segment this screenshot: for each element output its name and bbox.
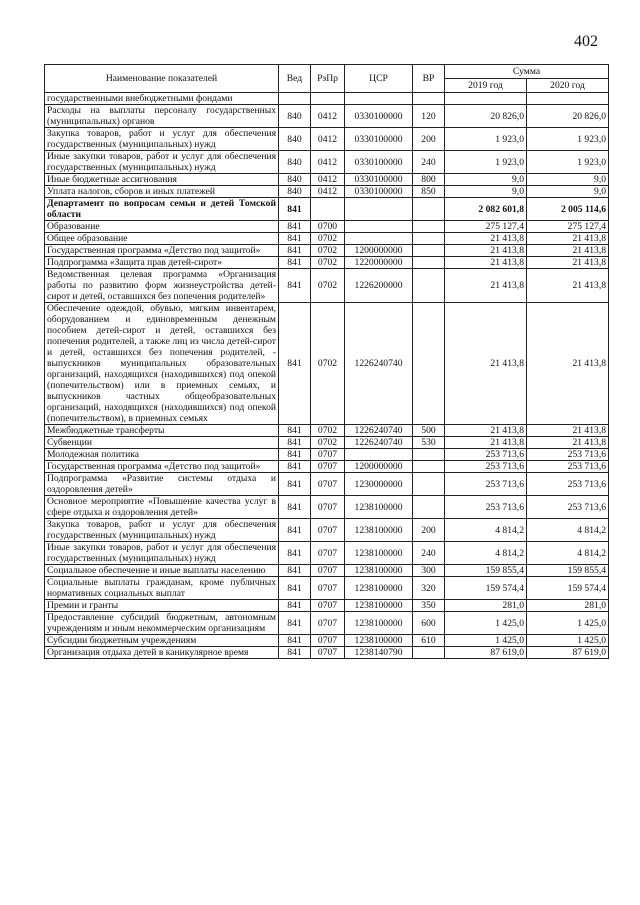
table-row bbox=[45, 186, 609, 198]
cell-vr: 240 bbox=[413, 151, 445, 174]
cell-ved: 841 bbox=[279, 198, 311, 221]
cell-ved: 841 bbox=[279, 245, 311, 257]
cell-ved: 841 bbox=[279, 565, 311, 577]
cell-csr: 1238100000 bbox=[345, 496, 413, 519]
table-row bbox=[45, 519, 609, 542]
cell-ved: 841 bbox=[279, 635, 311, 647]
table-row bbox=[45, 198, 609, 221]
cell-2019: 159 855,4 bbox=[445, 565, 527, 577]
cell-ved: 841 bbox=[279, 461, 311, 473]
cell-ved: 841 bbox=[279, 519, 311, 542]
cell-name: Образование bbox=[45, 221, 279, 233]
cell-name: Департамент по вопросам семьи и детей Томской области bbox=[45, 198, 279, 221]
cell-ved: 840 bbox=[279, 128, 311, 151]
cell-name: Молодежная политика bbox=[45, 449, 279, 461]
cell-csr bbox=[345, 93, 413, 105]
cell-vr bbox=[413, 303, 445, 425]
cell-name: Уплата налогов, сборов и иных платежей bbox=[45, 186, 279, 198]
cell-2020: 87 619,0 bbox=[527, 647, 609, 659]
cell-rzpr: 0707 bbox=[311, 519, 345, 542]
cell-vr: 120 bbox=[413, 105, 445, 128]
cell-2019: 4 814,2 bbox=[445, 519, 527, 542]
cell-name: Иные закупки товаров, работ и услуг для обеспечения государственных (муниципальных) нужд bbox=[45, 542, 279, 565]
cell-ved: 841 bbox=[279, 496, 311, 519]
cell-2020: 253 713,6 bbox=[527, 449, 609, 461]
table-row bbox=[45, 449, 609, 461]
table-row bbox=[45, 612, 609, 635]
cell-2020: 21 413,8 bbox=[527, 233, 609, 245]
cell-vr: 600 bbox=[413, 612, 445, 635]
cell-rzpr: 0707 bbox=[311, 496, 345, 519]
cell-csr: 1226240740 bbox=[345, 425, 413, 437]
cell-csr: 1238100000 bbox=[345, 565, 413, 577]
cell-rzpr: 0707 bbox=[311, 577, 345, 600]
cell-2019: 87 619,0 bbox=[445, 647, 527, 659]
cell-csr: 1238100000 bbox=[345, 635, 413, 647]
cell-2020: 4 814,2 bbox=[527, 519, 609, 542]
cell-name: Социальные выплаты гражданам, кроме публичных нормативных социальных выплат bbox=[45, 577, 279, 600]
cell-name: государственными внебюджетными фондами bbox=[45, 93, 279, 105]
cell-2019: 21 413,8 bbox=[445, 269, 527, 303]
cell-2020: 2 005 114,6 bbox=[527, 198, 609, 221]
cell-vr: 800 bbox=[413, 174, 445, 186]
cell-2019: 9,0 bbox=[445, 186, 527, 198]
cell-rzpr: 0707 bbox=[311, 473, 345, 496]
table-row bbox=[45, 269, 609, 303]
cell-2020: 9,0 bbox=[527, 186, 609, 198]
cell-csr: 0330100000 bbox=[345, 151, 413, 174]
cell-2019: 9,0 bbox=[445, 174, 527, 186]
cell-rzpr: 0702 bbox=[311, 269, 345, 303]
cell-name: Иные бюджетные ассигнования bbox=[45, 174, 279, 186]
cell-csr: 1200000000 bbox=[345, 461, 413, 473]
cell-vr: 200 bbox=[413, 128, 445, 151]
header-ved: Вед bbox=[279, 65, 311, 93]
page-number: 402 bbox=[574, 33, 598, 50]
cell-2020: 4 814,2 bbox=[527, 542, 609, 565]
cell-vr bbox=[413, 245, 445, 257]
table-row bbox=[45, 437, 609, 449]
cell-ved: 841 bbox=[279, 473, 311, 496]
table-row bbox=[45, 473, 609, 496]
table-row bbox=[45, 257, 609, 269]
cell-2020: 159 855,4 bbox=[527, 565, 609, 577]
cell-csr: 0330100000 bbox=[345, 174, 413, 186]
table-row bbox=[45, 105, 609, 128]
table-row bbox=[45, 647, 609, 659]
cell-csr: 1238100000 bbox=[345, 519, 413, 542]
cell-ved bbox=[279, 93, 311, 105]
cell-name: Закупка товаров, работ и услуг для обеспечения государственных (муниципальных) нужд bbox=[45, 128, 279, 151]
table-row bbox=[45, 233, 609, 245]
cell-ved: 841 bbox=[279, 449, 311, 461]
cell-rzpr: 0700 bbox=[311, 221, 345, 233]
cell-2020: 253 713,6 bbox=[527, 473, 609, 496]
cell-csr bbox=[345, 449, 413, 461]
cell-2020: 253 713,6 bbox=[527, 461, 609, 473]
cell-ved: 840 bbox=[279, 105, 311, 128]
table-row bbox=[45, 461, 609, 473]
cell-2019: 253 713,6 bbox=[445, 473, 527, 496]
cell-vr bbox=[413, 461, 445, 473]
cell-rzpr: 0707 bbox=[311, 542, 345, 565]
header-name: Наименование показателей bbox=[45, 65, 279, 93]
cell-rzpr: 0702 bbox=[311, 245, 345, 257]
cell-vr: 200 bbox=[413, 519, 445, 542]
cell-2019: 1 923,0 bbox=[445, 128, 527, 151]
cell-rzpr bbox=[311, 93, 345, 105]
cell-csr: 1238140790 bbox=[345, 647, 413, 659]
cell-2019: 275 127,4 bbox=[445, 221, 527, 233]
cell-2020: 281,0 bbox=[527, 600, 609, 612]
cell-rzpr: 0707 bbox=[311, 449, 345, 461]
cell-2019: 4 814,2 bbox=[445, 542, 527, 565]
cell-vr bbox=[413, 647, 445, 659]
cell-2020: 1 425,0 bbox=[527, 635, 609, 647]
cell-2019: 21 413,8 bbox=[445, 425, 527, 437]
cell-2019: 1 923,0 bbox=[445, 151, 527, 174]
cell-2020: 21 413,8 bbox=[527, 303, 609, 425]
cell-name: Ведомственная целевая программа «Организация работы по развитию форм жизнеустройства детей-сирот и детей, оставшихся без попечения родителей» bbox=[45, 269, 279, 303]
cell-2019: 21 413,8 bbox=[445, 257, 527, 269]
cell-vr: 320 bbox=[413, 577, 445, 600]
cell-csr: 1238100000 bbox=[345, 612, 413, 635]
cell-vr bbox=[413, 496, 445, 519]
cell-rzpr: 0707 bbox=[311, 461, 345, 473]
cell-2019: 253 713,6 bbox=[445, 449, 527, 461]
cell-name: Субвенции bbox=[45, 437, 279, 449]
cell-csr: 1226240740 bbox=[345, 437, 413, 449]
table-row bbox=[45, 221, 609, 233]
table-row bbox=[45, 245, 609, 257]
cell-2020: 21 413,8 bbox=[527, 245, 609, 257]
cell-ved: 840 bbox=[279, 151, 311, 174]
cell-2020: 253 713,6 bbox=[527, 496, 609, 519]
cell-vr bbox=[413, 449, 445, 461]
cell-ved: 840 bbox=[279, 174, 311, 186]
cell-2020: 275 127,4 bbox=[527, 221, 609, 233]
cell-vr: 300 bbox=[413, 565, 445, 577]
cell-2020: 1 923,0 bbox=[527, 128, 609, 151]
table-row bbox=[45, 496, 609, 519]
cell-ved: 841 bbox=[279, 269, 311, 303]
cell-csr: 1238100000 bbox=[345, 600, 413, 612]
table-row bbox=[45, 93, 609, 105]
cell-2019: 21 413,8 bbox=[445, 437, 527, 449]
cell-csr: 1238100000 bbox=[345, 542, 413, 565]
cell-vr bbox=[413, 198, 445, 221]
table-row bbox=[45, 600, 609, 612]
cell-name: Расходы на выплаты персоналу государственных (муниципальных) органов bbox=[45, 105, 279, 128]
cell-2019 bbox=[445, 93, 527, 105]
cell-csr: 1238100000 bbox=[345, 577, 413, 600]
cell-name: Подпрограмма «Защита прав детей-сирот» bbox=[45, 257, 279, 269]
cell-name: Закупка товаров, работ и услуг для обеспечения государственных (муниципальных) нужд bbox=[45, 519, 279, 542]
cell-csr bbox=[345, 198, 413, 221]
cell-rzpr: 0707 bbox=[311, 565, 345, 577]
table-row bbox=[45, 577, 609, 600]
cell-name: Социальное обеспечение и иные выплаты населению bbox=[45, 565, 279, 577]
cell-ved: 841 bbox=[279, 437, 311, 449]
header-sum: Сумма bbox=[445, 65, 609, 79]
cell-csr: 0330100000 bbox=[345, 105, 413, 128]
cell-rzpr: 0412 bbox=[311, 105, 345, 128]
table-row bbox=[45, 635, 609, 647]
cell-name: Подпрограмма «Развитие системы отдыха и оздоровления детей» bbox=[45, 473, 279, 496]
cell-vr: 350 bbox=[413, 600, 445, 612]
cell-ved: 841 bbox=[279, 303, 311, 425]
cell-2019: 21 413,8 bbox=[445, 245, 527, 257]
cell-vr bbox=[413, 221, 445, 233]
cell-vr: 240 bbox=[413, 542, 445, 565]
cell-2019: 253 713,6 bbox=[445, 496, 527, 519]
cell-rzpr bbox=[311, 198, 345, 221]
cell-rzpr: 0707 bbox=[311, 635, 345, 647]
header-rzpr: РзПр bbox=[311, 65, 345, 93]
cell-ved: 841 bbox=[279, 233, 311, 245]
cell-2020: 1 923,0 bbox=[527, 151, 609, 174]
header-vr: ВР bbox=[413, 65, 445, 93]
cell-vr: 500 bbox=[413, 425, 445, 437]
cell-2019: 21 413,8 bbox=[445, 233, 527, 245]
cell-rzpr: 0707 bbox=[311, 647, 345, 659]
cell-csr: 0330100000 bbox=[345, 186, 413, 198]
table-row bbox=[45, 565, 609, 577]
header-2020: 2020 год bbox=[527, 79, 609, 93]
cell-rzpr: 0702 bbox=[311, 303, 345, 425]
table-row bbox=[45, 303, 609, 425]
cell-csr: 1220000000 bbox=[345, 257, 413, 269]
cell-csr: 1226240740 bbox=[345, 303, 413, 425]
cell-csr: 0330100000 bbox=[345, 128, 413, 151]
cell-name: Иные закупки товаров, работ и услуг для обеспечения государственных (муниципальных) нужд bbox=[45, 151, 279, 174]
table-row bbox=[45, 128, 609, 151]
table-row bbox=[45, 542, 609, 565]
budget-table bbox=[44, 64, 609, 659]
cell-2019: 159 574,4 bbox=[445, 577, 527, 600]
table-body bbox=[45, 93, 609, 659]
cell-rzpr: 0702 bbox=[311, 233, 345, 245]
cell-vr: 610 bbox=[413, 635, 445, 647]
cell-2020: 9,0 bbox=[527, 174, 609, 186]
cell-ved: 841 bbox=[279, 600, 311, 612]
cell-csr: 1200000000 bbox=[345, 245, 413, 257]
cell-2020: 20 826,0 bbox=[527, 105, 609, 128]
cell-2020: 21 413,8 bbox=[527, 269, 609, 303]
cell-name: Предоставление субсидий бюджетным, автономным учреждениям и иным некоммерческим организациям bbox=[45, 612, 279, 635]
cell-2019: 1 425,0 bbox=[445, 635, 527, 647]
cell-vr bbox=[413, 233, 445, 245]
cell-rzpr: 0707 bbox=[311, 600, 345, 612]
cell-2020: 21 413,8 bbox=[527, 437, 609, 449]
cell-vr bbox=[413, 93, 445, 105]
cell-vr bbox=[413, 257, 445, 269]
cell-vr bbox=[413, 269, 445, 303]
cell-ved: 841 bbox=[279, 257, 311, 269]
cell-ved: 841 bbox=[279, 612, 311, 635]
cell-2020: 159 574,4 bbox=[527, 577, 609, 600]
cell-vr: 850 bbox=[413, 186, 445, 198]
cell-rzpr: 0702 bbox=[311, 257, 345, 269]
cell-vr: 530 bbox=[413, 437, 445, 449]
cell-ved: 841 bbox=[279, 577, 311, 600]
cell-rzpr: 0702 bbox=[311, 437, 345, 449]
cell-rzpr: 0412 bbox=[311, 151, 345, 174]
cell-name: Основное мероприятие «Повышение качества услуг в сфере отдыха и оздоровления детей» bbox=[45, 496, 279, 519]
cell-2020: 1 425,0 bbox=[527, 612, 609, 635]
cell-vr bbox=[413, 473, 445, 496]
cell-rzpr: 0707 bbox=[311, 612, 345, 635]
cell-name: Премии и гранты bbox=[45, 600, 279, 612]
cell-csr: 1226200000 bbox=[345, 269, 413, 303]
header-2019: 2019 год bbox=[445, 79, 527, 93]
cell-ved: 841 bbox=[279, 425, 311, 437]
cell-name: Государственная программа «Детство под защитой» bbox=[45, 245, 279, 257]
cell-csr: 1230000000 bbox=[345, 473, 413, 496]
cell-ved: 840 bbox=[279, 186, 311, 198]
cell-name: Субсидии бюджетным учреждениям bbox=[45, 635, 279, 647]
cell-name: Государственная программа «Детство под защитой» bbox=[45, 461, 279, 473]
cell-2019: 21 413,8 bbox=[445, 303, 527, 425]
cell-name: Межбюджетные трансферты bbox=[45, 425, 279, 437]
cell-rzpr: 0412 bbox=[311, 186, 345, 198]
cell-2019: 2 082 601,8 bbox=[445, 198, 527, 221]
cell-ved: 841 bbox=[279, 647, 311, 659]
cell-name: Организация отдыха детей в каникулярное время bbox=[45, 647, 279, 659]
cell-csr bbox=[345, 221, 413, 233]
cell-2019: 253 713,6 bbox=[445, 461, 527, 473]
cell-2020: 21 413,8 bbox=[527, 257, 609, 269]
cell-rzpr: 0412 bbox=[311, 128, 345, 151]
cell-csr bbox=[345, 233, 413, 245]
header-csr: ЦСР bbox=[345, 65, 413, 93]
cell-2020 bbox=[527, 93, 609, 105]
cell-2019: 281,0 bbox=[445, 600, 527, 612]
cell-rzpr: 0702 bbox=[311, 425, 345, 437]
cell-2020: 21 413,8 bbox=[527, 425, 609, 437]
table-row bbox=[45, 174, 609, 186]
cell-ved: 841 bbox=[279, 221, 311, 233]
cell-rzpr: 0412 bbox=[311, 174, 345, 186]
cell-name: Общее образование bbox=[45, 233, 279, 245]
table-row bbox=[45, 151, 609, 174]
cell-ved: 841 bbox=[279, 542, 311, 565]
table-row bbox=[45, 425, 609, 437]
cell-name: Обеспечение одеждой, обувью, мягким инвентарем, оборудованием и единовременным денежным пособием детей-сирот и детей, оставшихся без попечения родителей, а также лиц из числа детей-сирот и детей, оставшихся без попечения родителей, - выпускников муниципальных образовательных организаций, находящихся (находившихся) под опекой (попечительством) или в приемных семьях, и выпускников частных общеобразовательных организаций, находящихся (находившихся) под опекой (попечительством), в приемных семьях bbox=[45, 303, 279, 425]
cell-2019: 1 425,0 bbox=[445, 612, 527, 635]
cell-2019: 20 826,0 bbox=[445, 105, 527, 128]
